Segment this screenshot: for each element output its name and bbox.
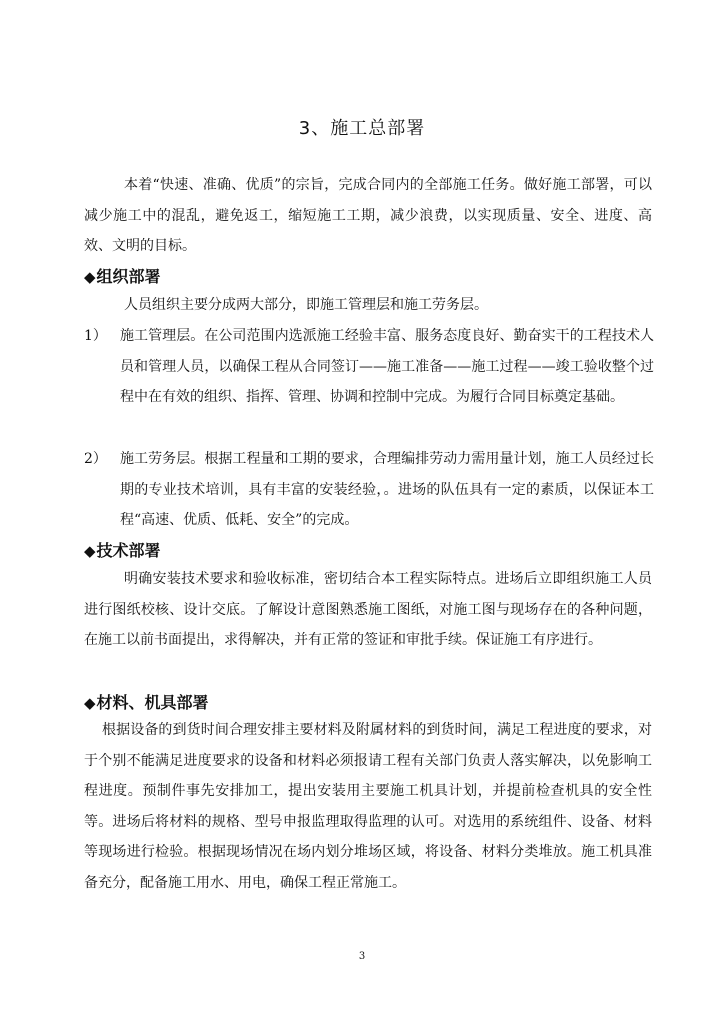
technical-paragraph: 明确安装技术要求和验收标准，密切结合本工程实际特点。进场后立即组织施工人员进行图纸校核、设计交底。了解设计意图熟悉施工图纸，对施工图与现场存在的各种问题，在施工以前书面提出，求得解决，并有正常的签证和审批手续。保证施工有序进行。 — [84, 571, 652, 649]
page-number: 3 — [358, 951, 366, 962]
intro-paragraph: 本着“快速、准确、优质”的宗旨，完成合同内的全部施工任务。做好施工部署，可以减少施工中的混乱，避免返工，缩短施工工期，减少浪费，以实现质量、安全、进度、高效、文明的目标。 — [84, 177, 652, 255]
organization-paragraph: 人员组织主要分成两大部分，即施工管理层和施工劳务层。 — [124, 297, 488, 313]
list-item-number: 2） — [84, 451, 107, 467]
section-heading-label: 材料、机具部署 — [96, 693, 209, 712]
section-heading-technical — [84, 538, 161, 561]
list-item-text: 施工劳务层。根据工程量和工期的要求，合理编排劳动力需用量计划，施工人员经过长期的专业技术培训，具有丰富的安装经验，。进场的队伍具有一定的素质，以保证本工程“高速、优质、低耗、安全”的完成。 — [120, 451, 654, 529]
list-item — [84, 444, 654, 536]
list-item-text: 施工管理层。在公司范围内选派施工经验丰富、服务态度良好、勤奋实干的工程技术人员和管理人员，以确保工程从合同签订——施工准备——施工过程——竣工验收整个过程中在有效的组织、指挥、管理、协调和控制中完成。为履行合同目标奠定基础。 — [120, 328, 654, 406]
diamond-bullet-icon: ◆ — [84, 694, 96, 712]
section-heading-label: 组织部署 — [96, 267, 161, 286]
section-heading-materials — [84, 690, 209, 713]
list-item-number: 1） — [84, 328, 107, 344]
section-heading-label: 技术部署 — [96, 541, 161, 560]
materials-paragraph: 根据设备的到货时间合理安排主要材料及附属材料的到货时间，满足工程进度的要求，对于个别不能满足进度要求的设备和材料必须报请工程有关部门负责人落实解决，以免影响工程进度。预制件事先安排加工，提出安装用主要施工机具计划，并提前检查机具的安全性等。进场后将材料的规格、型号申报监理取得监理的认可。对选用的系统组件、设备、材料等现场进行检验。根据现场情况在场内划分堆场区域，将设备、材料分类堆放。施工机具准备充分，配备施工用水、用电，确保工程正常施工。 — [84, 722, 652, 891]
diamond-bullet-icon: ◆ — [84, 542, 96, 560]
diamond-bullet-icon: ◆ — [84, 268, 96, 286]
page-title: 3、施工总部署 — [298, 118, 426, 139]
section-heading-organization — [84, 264, 161, 287]
list-item — [84, 321, 654, 413]
